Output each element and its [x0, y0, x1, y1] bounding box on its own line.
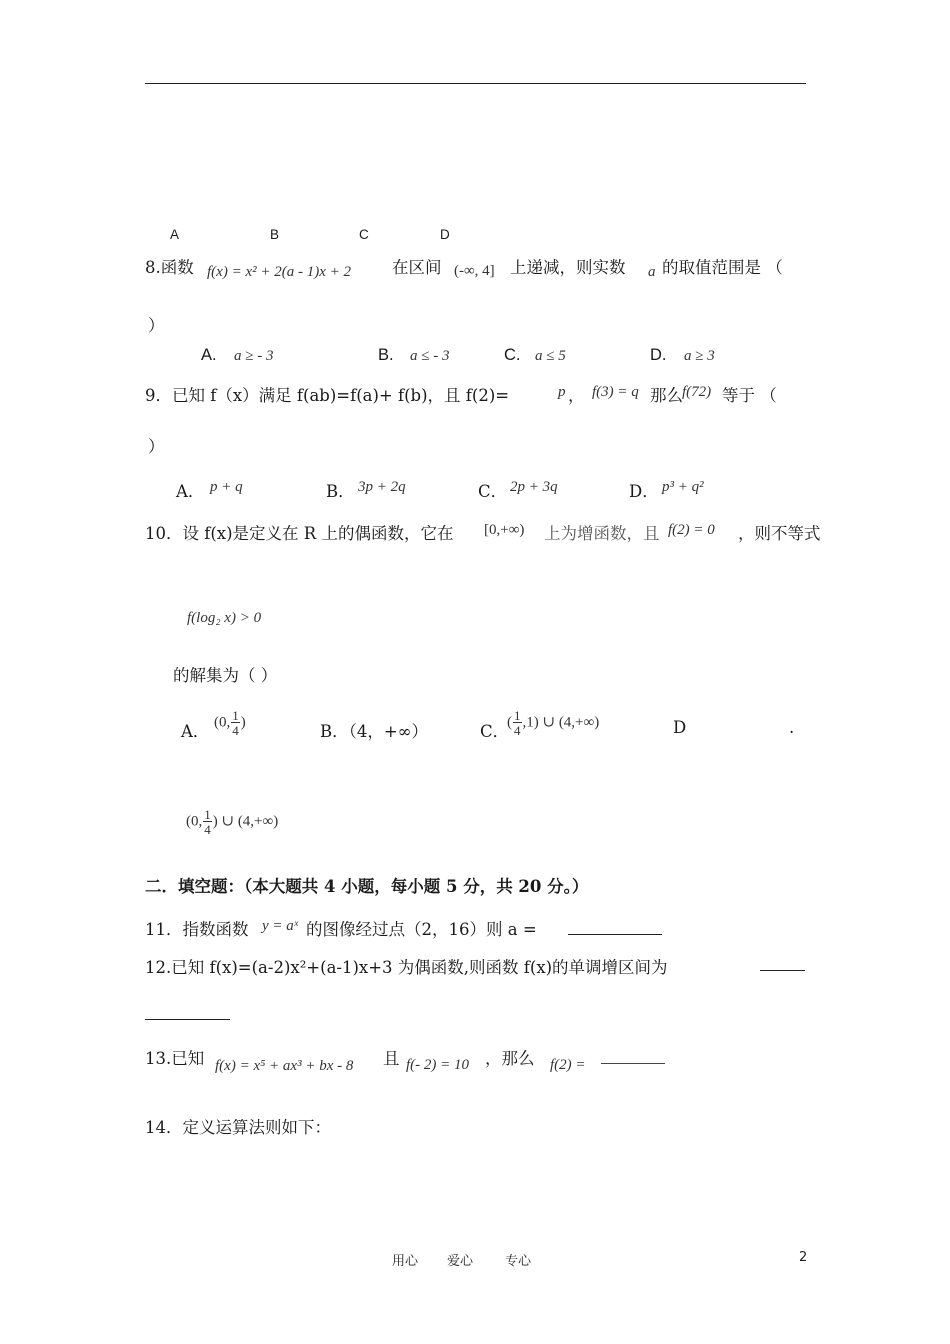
- q10-option-c-label: C．: [480, 722, 510, 741]
- stray-label-c: C: [359, 227, 369, 242]
- q8-var: a: [648, 264, 656, 280]
- q10-option-d-dot: .: [789, 718, 795, 737]
- stray-label-b: B: [270, 227, 280, 242]
- q8-interval: (-∞, 4]: [454, 263, 495, 279]
- q9-text2: 那么: [650, 386, 683, 405]
- q9-option-d-label: D．: [629, 482, 659, 501]
- q9-option-c-expr: 2p + 3q: [510, 479, 558, 495]
- q10-option-a-label: A．: [181, 722, 210, 741]
- q10-option-d-pre: (0,: [186, 813, 203, 830]
- q9-option-c-label: C．: [478, 482, 508, 501]
- fraction-numerator: 1: [204, 807, 211, 822]
- q9-option-b-label: B．: [326, 482, 355, 501]
- q10-text4: 的解集为（ ）: [173, 666, 278, 685]
- q10-text2: 上为增函数，且: [544, 524, 660, 543]
- q13-ask: f(2) =: [550, 1057, 586, 1073]
- fraction-denominator: 4: [514, 723, 521, 738]
- q10-option-a-pre: (0,: [214, 714, 231, 731]
- q10-interval: [0,+∞): [484, 522, 525, 538]
- fraction-one-quarter: [231, 709, 240, 737]
- q9-option-b-expr: 3p + 2q: [358, 479, 406, 495]
- q11-text2: 的图像经过点（2，16）则 a =: [306, 920, 537, 939]
- q9-p: p: [558, 384, 566, 400]
- q10-option-c-post: ,1) ∪ (4,+∞): [522, 714, 600, 731]
- q12-text: 12.已知 f(x)=(a-2)x²+(a-1)x+3 为偶函数,则函数 f(x)的单调增区间为: [145, 958, 668, 977]
- q8-option-a-label: A.: [201, 346, 217, 364]
- q13-answer-blank: [601, 1063, 665, 1064]
- q10-option-d-post: ) ∪ (4,+∞): [212, 813, 279, 830]
- q9-option-a-expr: p + q: [210, 479, 243, 495]
- q8-option-b-label: B.: [378, 346, 394, 364]
- q8-prefix: 8.函数: [145, 258, 194, 277]
- q10-option-c-expr: [507, 709, 599, 737]
- q13-function: f(x) = x⁵ + ax³ + bx - 8: [215, 1058, 354, 1074]
- q9-text3: 等于 （: [722, 386, 777, 405]
- q11-text1: 11．指数函数: [145, 920, 249, 939]
- q8-option-d-expr: a ≥ 3: [684, 348, 715, 364]
- q14-text: 14．定义运算法则如下：: [145, 1118, 331, 1137]
- q13-condition: f(- 2) = 10: [406, 1057, 470, 1073]
- fraction-numerator: 1: [514, 708, 521, 723]
- q9-text1: 9．已知 f（x）满足 f(ab)=f(a)+ f(b)，且 f(2)=: [145, 386, 510, 405]
- q8-mid2: 上递减，则实数: [510, 258, 626, 277]
- q9-f3: f(3) = q: [592, 384, 639, 400]
- stray-label-d: D: [440, 227, 450, 242]
- fraction-numerator: 1: [232, 708, 239, 723]
- footer-text-a: 用心: [392, 1254, 419, 1269]
- header-rule: [145, 83, 806, 84]
- page-number: 2: [799, 1250, 808, 1265]
- q9-option-d-expr: p³ + q²: [662, 479, 704, 495]
- section-2-heading: 二．填空题：（本大题共 4 小题，每小题 5 分，共 20 分。）: [145, 877, 589, 896]
- q10-option-b: B．（4，+∞）: [320, 722, 428, 741]
- q9-comma: ，: [568, 386, 585, 405]
- q9-option-a-label: A．: [176, 482, 205, 501]
- q13-text3: ，那么: [485, 1049, 535, 1068]
- q10-option-a-post: ): [240, 714, 246, 731]
- footer-text-b: 爱心: [447, 1254, 474, 1269]
- q8-mid1: 在区间: [392, 258, 442, 277]
- fraction-one-quarter: [513, 709, 522, 737]
- q10-option-d-expr: [186, 808, 278, 836]
- fraction-denominator: 4: [232, 723, 239, 738]
- q10-condition: f(2) = 0: [668, 522, 715, 538]
- q10-option-d-label: D: [673, 718, 687, 737]
- q8-option-c-label: C.: [504, 346, 521, 364]
- q12-answer-blank-1: [760, 970, 805, 971]
- q10-option-c-pre: (: [507, 714, 512, 731]
- q10-option-a-expr: [214, 709, 246, 737]
- q13-text2: 且: [383, 1049, 400, 1068]
- q8-option-d-label: D.: [650, 346, 667, 364]
- q12-answer-blank-2: [145, 1019, 230, 1020]
- q8-option-a-expr: a ≥ - 3: [234, 348, 274, 364]
- q10-text1: 10．设 f(x)是定义在 R 上的偶函数，它在: [145, 524, 454, 543]
- q8-suffix: 的取值范围是 （: [662, 258, 783, 277]
- footer-text-c: 专心: [505, 1254, 532, 1269]
- fraction-one-quarter: [203, 808, 212, 836]
- q11-expr: y = aˣ: [262, 918, 299, 934]
- stray-label-a: A: [170, 227, 180, 242]
- fraction-denominator: 4: [204, 822, 211, 837]
- q10-inequality: f(log₂ x) > 0: [187, 610, 262, 626]
- q13-text1: 13.已知: [145, 1049, 205, 1068]
- q11-answer-blank: [568, 934, 662, 935]
- q8-option-c-expr: a ≤ 5: [535, 348, 566, 364]
- q9-f72: f(72): [682, 384, 712, 400]
- q8-option-b-expr: a ≤ - 3: [410, 348, 450, 364]
- q9-paren-close: ）: [148, 437, 165, 456]
- q10-text3: ，则不等式: [738, 524, 821, 543]
- q8-paren-close: ）: [148, 316, 165, 335]
- q8-function: f(x) = x² + 2(a - 1)x + 2: [207, 264, 351, 280]
